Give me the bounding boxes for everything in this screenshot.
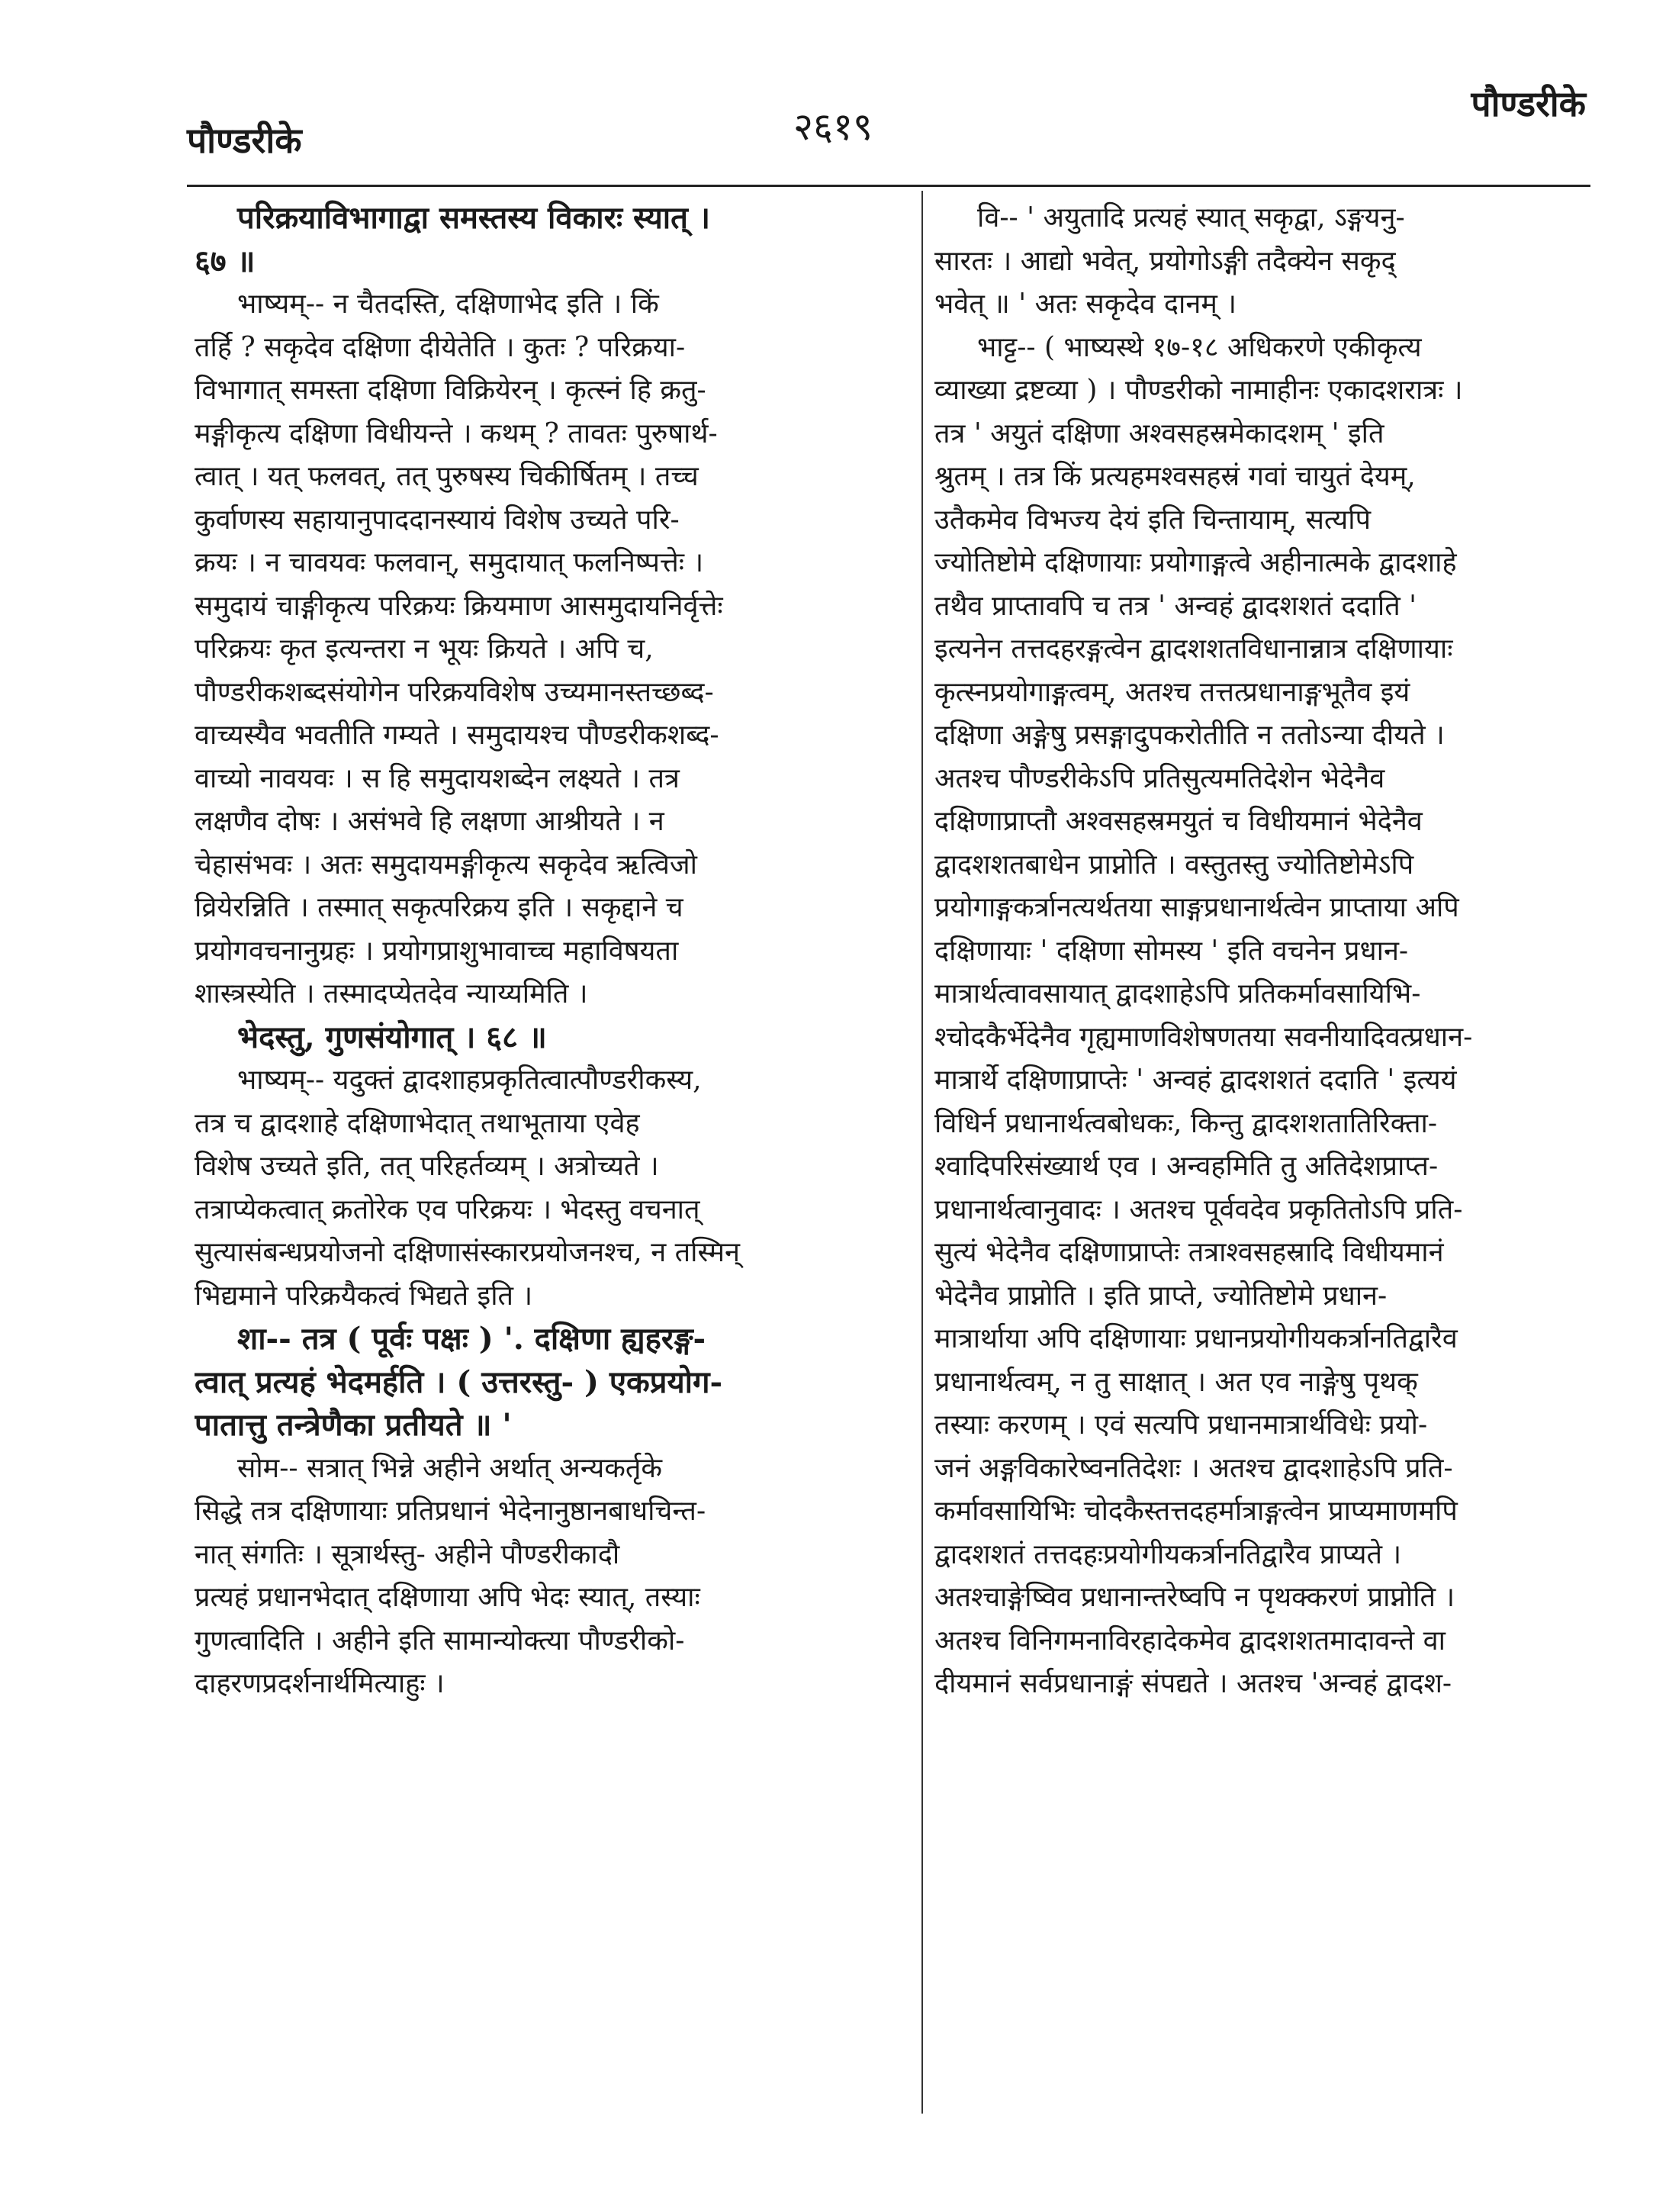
text-line: प्रत्यहं प्रधानभेदात् दक्षिणाया अपि भेदः स्यात्, तस्याः xyxy=(195,1582,700,1613)
text-line: समुदायं चाङ्गीकृत्य परिक्रयः क्रियमाण आसमुदायनिर्वृत्तेः xyxy=(195,590,723,622)
text-line: शास्त्रस्येति । तस्मादप्येतदेव न्याय्यमिति । xyxy=(195,978,588,1009)
text-line: भाट्ट-- ( भाष्यस्थे १७-१८ अधिकरणे एकीकृत्य xyxy=(977,331,1422,363)
text-line: तर्हि ? सकृदेव दक्षिणा दीयेतेति । कुतः ? परिक्रया- xyxy=(195,331,686,363)
text-line: विधिर्न प्रधानार्थत्वबोधकः, किन्तु द्वादशशतातिरिक्ता- xyxy=(934,1107,1438,1139)
text-line: द्वादशशतं तत्तदहःप्रयोगीयकर्त्रानतिद्वारैव प्राप्यते । xyxy=(934,1538,1402,1570)
text-line: श्चोदकैर्भेदेनैव गृह्यमाणविशेषणतया सवनीयादिवत्प्रधान- xyxy=(934,1021,1473,1053)
text-line: कृत्स्नप्रयोगाङ्गत्वम्, अतश्च तत्तत्प्रधानाङ्गभूतैव इयं xyxy=(934,676,1410,708)
text-line: उतैकमेव विभज्य देयं इति चिन्तायाम्, सत्यपि xyxy=(934,504,1372,536)
text-line: श्वादिपरिसंख्यार्थ एव । अन्वहमिति तु अतिदेशप्राप्त- xyxy=(934,1151,1439,1182)
text-line: अतश्च पौण्डरीकेऽपि प्रतिसुत्यमतिदेशेन भेदेनैव xyxy=(934,762,1385,794)
text-line: इत्यनेन तत्तदहरङ्गत्वेन द्वादशशतविधानान्नात्र दक्षिणायाः xyxy=(934,633,1453,665)
text-line: भेदेनैव प्राप्नोति । इति प्राप्ते, ज्योतिष्टोमे प्रधान- xyxy=(934,1280,1388,1312)
left-column xyxy=(195,197,908,1706)
text-line: सिद्धे तत्र दक्षिणायाः प्रतिप्रधानं भेदेनानुष्ठानबाधचिन्त- xyxy=(195,1496,706,1527)
text-line: कुर्वाणस्य सहायानुपाददानस्यायं विशेष उच्यते परि- xyxy=(195,504,680,536)
text-line: सुत्यं भेदेनैव दक्षिणाप्राप्तेः तत्राश्वसहस्रादि विधीयमानं xyxy=(934,1237,1444,1268)
text-line: व्याख्या द्रष्टव्या ) । पौण्डरीको नामाहीनः एकादशरात्रः । xyxy=(934,375,1463,406)
text-line: सुत्यासंबन्धप्रयोजनो दक्षिणासंस्कारप्रयोजनश्च, न तस्मिन् xyxy=(195,1237,740,1268)
text-line: वाच्यस्यैव भवतीति गम्यते । समुदायश्च पौण्डरीकशब्द- xyxy=(195,720,719,751)
text-line: गुणत्वादिति । अहीने इति सामान्योक्त्या पौण्डरीको- xyxy=(195,1624,685,1657)
text-line: जनं अङ्गविकारेष्वनतिदेशः । अतश्च द्वादशाहेऽपि प्रति- xyxy=(934,1452,1453,1484)
text-line: सारतः । आद्यो भवेत्, प्रयोगोऽङ्गी तदैक्येन सकृद् xyxy=(934,245,1396,277)
text-line: दक्षिणा अङ्गेषु प्रसङ्गादुपकरोतीति न ततोऽन्या दीयते । xyxy=(934,720,1445,751)
text-line: ज्योतिष्टोमे दक्षिणायाः प्रयोगाङ्गत्वे अहीनात्मके द्वादशाहे xyxy=(934,547,1457,578)
column-divider xyxy=(921,191,923,2114)
text-line: परिक्रयः कृत इत्यन्तरा न भूयः क्रियते । अपि च, xyxy=(195,633,654,665)
text-line: अतश्चाङ्गेष्विव प्रधानान्तरेष्वपि न पृथक्करणं प्राप्नोति । xyxy=(934,1582,1455,1613)
text-line: भिद्यमाने परिक्रयैकत्वं भिद्यते इति । xyxy=(195,1280,533,1312)
text-line: अतश्च विनिगमनाविरहादेकमेव द्वादशशतमादावन्ते वा xyxy=(934,1624,1446,1657)
header-rule xyxy=(187,185,1590,187)
page-number: २६१९ xyxy=(793,105,873,149)
text-line: भाष्यम्-- न चैतदस्ति, दक्षिणाभेद इति । किं xyxy=(237,288,659,320)
text-line: मात्रार्थे दक्षिणाप्राप्तेः ' अन्वहं द्वादशशतं ददाति ' इत्ययं xyxy=(934,1064,1457,1096)
text-line: त्वात् । यत् फलवत्, तत् पुरुषस्य चिकीर्षितम् । तच्च xyxy=(195,461,699,492)
running-header-right: पौण्डरीके xyxy=(1471,83,1586,124)
text-line: वि-- ' अयुतादि प्रत्यहं स्यात् सकृद्वा, ऽङ्गयनु- xyxy=(977,202,1405,233)
text-line: ६७ ॥ xyxy=(195,243,256,279)
text-line: दाहरणप्रदर्शनार्थमित्याहुः । xyxy=(195,1668,445,1699)
text-line: मात्रार्थत्वावसायात् द्वादशाहेऽपि प्रतिकर्मावसायिभि- xyxy=(934,978,1421,1009)
text-line: लक्षणैव दोषः । असंभवे हि लक्षणा आश्रीयते । न xyxy=(195,806,664,837)
text-line: श्रुतम् । तत्र किं प्रत्यहमश्वसहस्रं गवां चायुतं देयम्, xyxy=(934,461,1416,492)
text-line: व्रियेरन्निति । तस्मात् सकृत्परिक्रय इति । सकृद्दाने च xyxy=(195,892,683,923)
text-line: त्वात् प्रत्यहं भेदमर्हति । ( उत्तरस्तु- ) एकप्रयोग- xyxy=(195,1364,723,1400)
running-header-left: पौण्डरीके xyxy=(187,120,302,161)
text-line: दक्षिणायाः ' दक्षिणा सोमस्य ' इति वचनेन प्रधान- xyxy=(934,935,1409,967)
text-line: नात् संगतिः । सूत्रार्थस्तु- अहीने पौण्डरीकादौ xyxy=(195,1538,620,1570)
text-line: तस्याः करणम् । एवं सत्यपि प्रधानमात्रार्थविधेः प्रयो- xyxy=(934,1409,1428,1441)
text-line: सोम-- सत्रात् भिन्ने अहीने अर्थात् अन्यकर्तृके xyxy=(237,1452,663,1484)
text-line: प्रधानार्थत्वम्, न तु साक्षात् । अत एव नाङ्गेषु पृथक् xyxy=(934,1366,1418,1398)
text-line: वाच्यो नावयवः । स हि समुदायशब्देन लक्ष्यते । तत्र xyxy=(195,762,680,794)
text-line: दीयमानं सर्वप्रधानाङ्गं संपद्यते । अतश्च 'अन्वहं द्वादश- xyxy=(934,1668,1452,1699)
text-line: भेदस्तु, गुणसंयोगात् । ६८ ॥ xyxy=(237,1019,547,1055)
text-line: प्रयोगवचनानुग्रहः । प्रयोगप्राशुभावाच्च महाविषयता xyxy=(195,935,679,967)
text-line: प्रधानार्थत्वानुवादः । अतश्च पूर्ववदेव प्रकृतितोऽपि प्रति- xyxy=(934,1193,1463,1225)
text-line: विशेष उच्यते इति, तत् परिहर्तव्यम् । अत्रोच्यते । xyxy=(195,1151,659,1182)
text-line: तथैव प्राप्तावपि च तत्र ' अन्वहं द्वादशशतं ददाति ' xyxy=(934,590,1417,622)
text-line: परिक्रयाविभागाद्वा समस्तस्य विकारः स्यात् । xyxy=(237,200,711,236)
text-line: पातात्तु तन्त्रेणैका प्रतीयते ॥ ' xyxy=(195,1407,512,1443)
text-line: विभागात् समस्ता दक्षिणा विक्रियेरन् । कृत्स्नं हि क्रतु- xyxy=(195,375,706,406)
text-line: क्रयः । न चावयवः फलवान्, समुदायात् फलनिष्पत्तेः । xyxy=(195,547,704,578)
text-line: द्वादशशतबाधेन प्राप्नोति । वस्तुतस्तु ज्योतिष्टोमेऽपि xyxy=(934,848,1414,881)
right-column xyxy=(934,197,1648,1706)
text-line: भाष्यम्-- यदुक्तं द्वादशाहप्रकृतित्वात्पौण्डरीकस्य, xyxy=(237,1064,702,1096)
text-line: भवेत् ॥ ' अतः सकृदेव दानम् । xyxy=(934,288,1237,320)
text-line: दक्षिणाप्राप्तौ अश्वसहस्रमयुतं च विधीयमानं भेदेनैव xyxy=(934,806,1423,837)
text-line: शा-- तत्र ( पूर्वः पक्षः ) '. दक्षिणा ह्यहरङ्ग- xyxy=(237,1321,706,1357)
text-line: मङ्गीकृत्य दक्षिणा विधीयन्ते । कथम् ? तावतः पुरुषार्थ- xyxy=(195,417,718,449)
text-line: मात्रार्थाया अपि दक्षिणायाः प्रधानप्रयोगीयकर्त्रानतिद्वारैव xyxy=(934,1323,1458,1354)
text-line: तत्राप्येकत्वात् क्रतोरेक एव परिक्रयः । भेदस्तु वचनात् xyxy=(195,1193,700,1225)
text-line: तत्र ' अयुतं दक्षिणा अश्वसहस्रमेकादशम् ' इति xyxy=(934,417,1384,449)
text-line: पौण्डरीकशब्दसंयोगेन परिक्रयविशेष उच्यमानस्तच्छब्द- xyxy=(195,676,714,708)
text-line: कर्मावसायिभिः चोदकैस्तत्तदहर्मात्राङ्गत्वेन प्राप्यमाणमपि xyxy=(934,1496,1458,1527)
text-line: प्रयोगाङ्गकर्त्रानत्यर्थतया साङ्गप्रधानार्थत्वेन प्राप्ताया अपि xyxy=(934,892,1459,923)
text-line: चेहासंभवः । अतः समुदायमङ्गीकृत्य सकृदेव ऋत्विजो xyxy=(195,848,697,881)
text-line: तत्र च द्वादशाहे दक्षिणाभेदात् तथाभूताया एवेह xyxy=(195,1107,640,1139)
